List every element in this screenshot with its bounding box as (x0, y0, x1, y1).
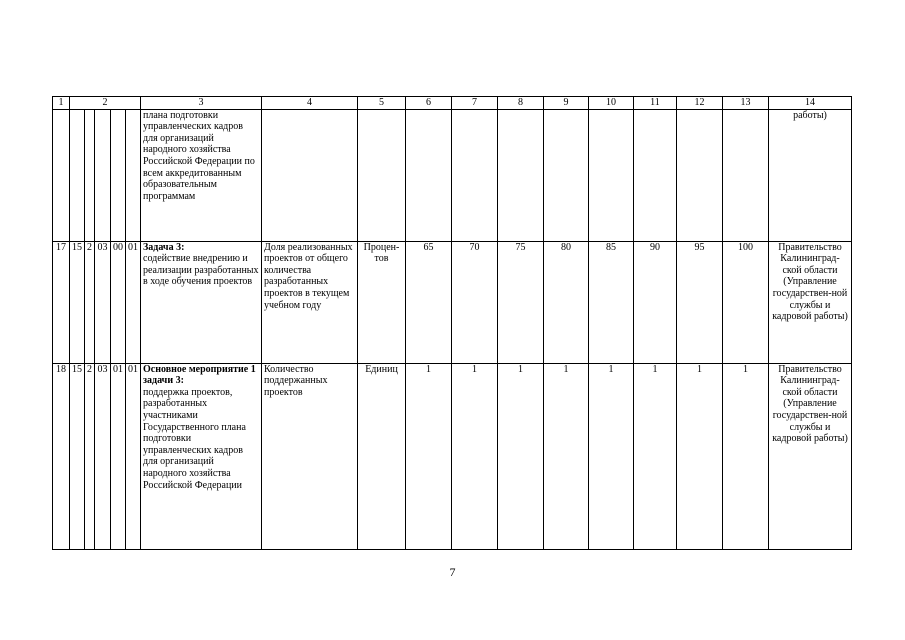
value-cell: 75 (498, 241, 544, 363)
header-cell: 12 (677, 97, 723, 110)
code-cell: 01 (126, 241, 141, 363)
code-cell: 15 (70, 241, 85, 363)
header-cell: 11 (634, 97, 677, 110)
code-cell: 2 (85, 241, 95, 363)
value-cell: 100 (723, 241, 769, 363)
activity-cell (141, 363, 262, 549)
header-cell: 4 (262, 97, 358, 110)
header-row (53, 97, 852, 110)
header-cell: 1 (53, 97, 70, 110)
header-cell: 3 (141, 97, 262, 110)
header-cell: 5 (358, 97, 406, 110)
value-cell: 70 (452, 241, 498, 363)
header-cell: 7 (452, 97, 498, 110)
value-cell: 1 (544, 363, 589, 549)
responsible-cell: работы) (769, 109, 852, 241)
header-cell: 13 (723, 97, 769, 110)
header-cell: 2 (70, 97, 141, 110)
task-text: поддержка проектов, разработанных участниками Государственного плана подготовки управленческих кадров для организаций народного хозяйства Российской Федерации (143, 386, 246, 491)
code-cell: 15 (70, 363, 85, 549)
header-cell: 6 (406, 97, 452, 110)
value-cell: 1 (589, 363, 634, 549)
code-cell: 03 (95, 241, 111, 363)
value-cell: 1 (634, 363, 677, 549)
task-title: Задача 3: (143, 241, 185, 253)
indicator-cell: Количество поддержанных проектов (262, 363, 358, 549)
value-cell: 1 (406, 363, 452, 549)
header-cell: 8 (498, 97, 544, 110)
responsible-cell: Правительство Калининград-ской области (Управление государствен-ной службы и кадровой работы) (769, 241, 852, 363)
value-cell: 1 (452, 363, 498, 549)
page-number: 7 (449, 565, 456, 579)
value-cell: 85 (589, 241, 634, 363)
unit-cell: Единиц (358, 363, 406, 549)
responsible-cell: Правительство Калининград-ской области (Управление государствен-ной службы и кадровой работы) (769, 363, 852, 549)
table-row (53, 241, 852, 363)
value-cell: 65 (406, 241, 452, 363)
header-cell: 9 (544, 97, 589, 110)
header-cell: 10 (589, 97, 634, 110)
table-row-continued (53, 109, 852, 241)
code-cell: 01 (126, 363, 141, 549)
program-table (52, 96, 852, 550)
row-number: 18 (53, 363, 70, 549)
value-cell: 90 (634, 241, 677, 363)
value-cell: 1 (677, 363, 723, 549)
task-text: содействие внедрению и реализации разработанных в ходе обучения проектов (143, 253, 259, 288)
code-cell: 01 (111, 363, 126, 549)
activity-cell: плана подготовки управленческих кадров для организаций народного хозяйства Российской Федерации по всем аккредитованным образовательным программам (141, 109, 262, 241)
value-cell: 1 (723, 363, 769, 549)
value-cell: 80 (544, 241, 589, 363)
header-cell: 14 (769, 97, 852, 110)
row-number: 17 (53, 241, 70, 363)
task-title: Основное мероприятие 1 задачи 3: (143, 363, 256, 387)
indicator-cell: Доля реализованных проектов от общего количества разработанных проектов в текущем учебном году (262, 241, 358, 363)
unit-cell: Процен-тов (358, 241, 406, 363)
code-cell: 03 (95, 363, 111, 549)
code-cell: 00 (111, 241, 126, 363)
code-cell: 2 (85, 363, 95, 549)
table-row (53, 363, 852, 549)
activity-cell (141, 241, 262, 363)
value-cell: 95 (677, 241, 723, 363)
value-cell: 1 (498, 363, 544, 549)
